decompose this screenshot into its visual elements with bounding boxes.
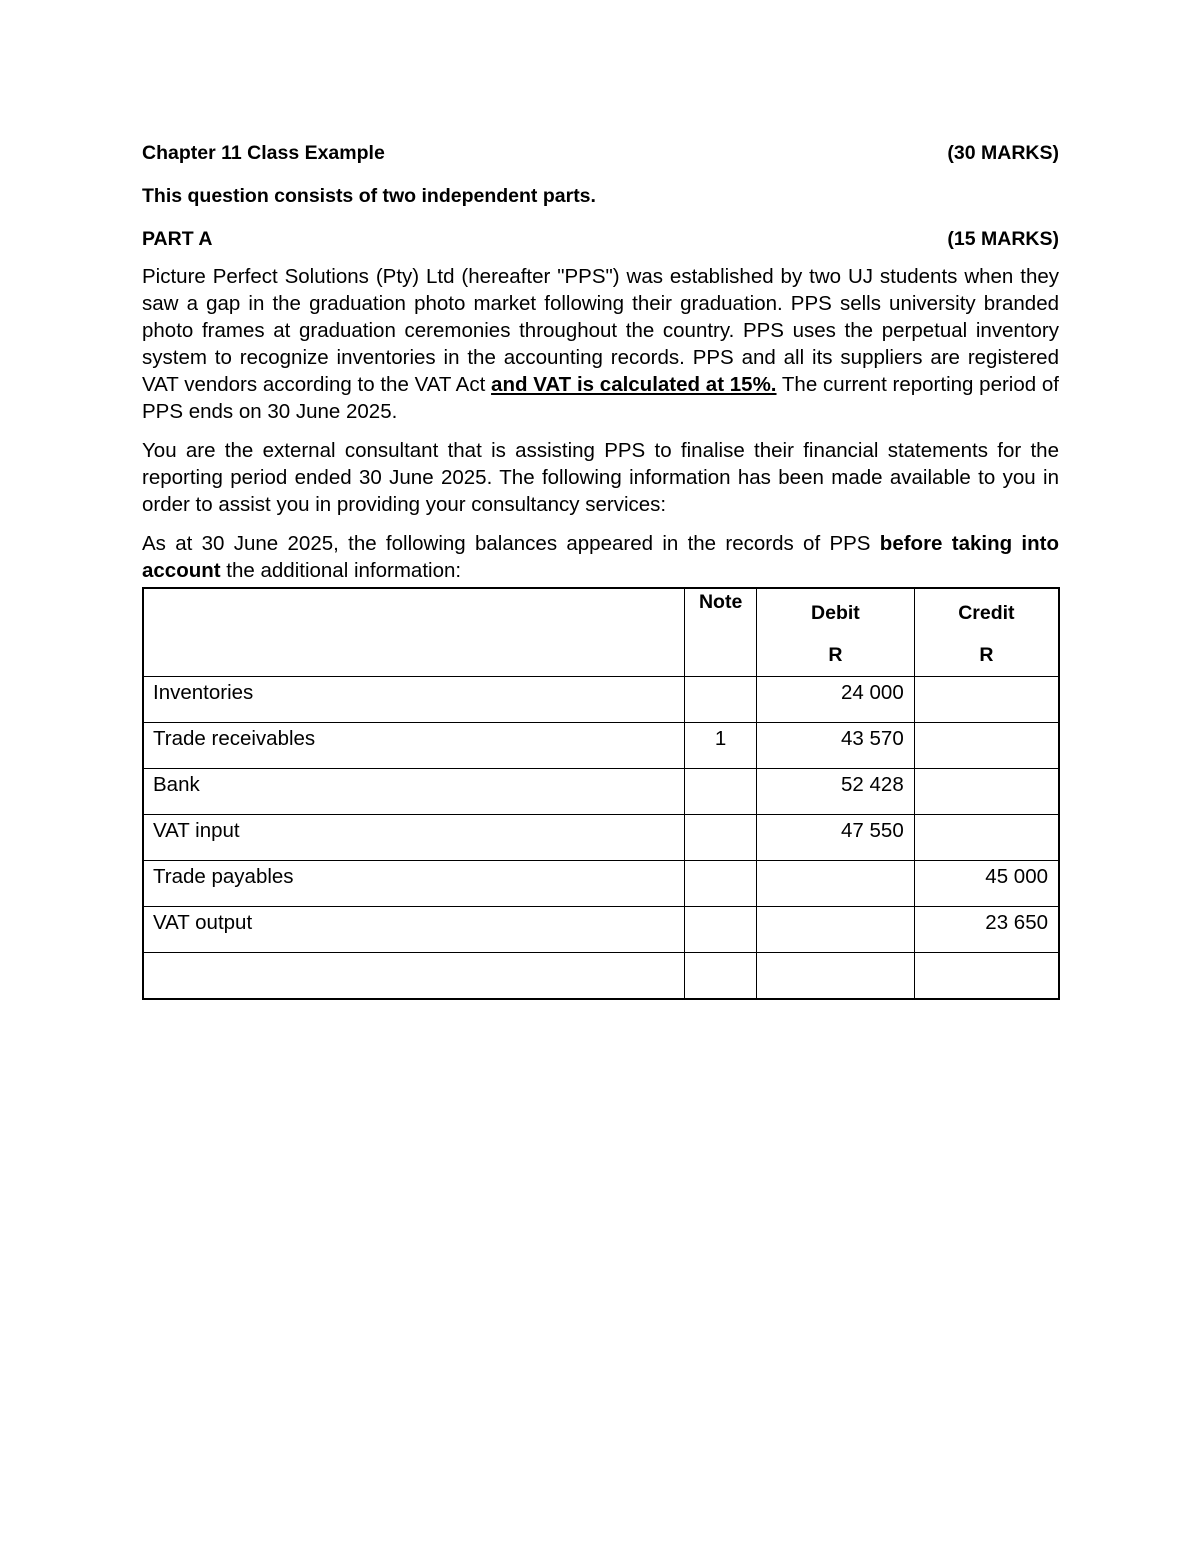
cell-account: VAT output [143,907,685,953]
cell-note [685,861,757,907]
header-credit-label: Credit [958,602,1015,624]
cell-debit [757,907,915,953]
cell-note: 1 [685,723,757,769]
paragraph1-text: Picture Perfect Solutions (Pty) Ltd (hereafter "PPS") was established by two UJ students when they saw a gap in the graduation photo market following their graduation. PPS sells university branded photo frames at graduation ceremonies throughout the country. PPS uses the perpetual inventory system to recognize inventories in the accounting records. PPS and all its suppliers are registered VAT vendors according to the VAT Act [142,265,1059,396]
balances-table [142,587,1060,1000]
header-debit-unit: R [828,644,843,666]
paragraph3-text-end: the additional information: [220,559,462,582]
cell-debit [757,953,915,1000]
table-row [143,953,1059,1000]
cell-credit: 45 000 [914,861,1059,907]
cell-account [143,953,685,1000]
cell-account: Bank [143,769,685,815]
cell-credit [914,723,1059,769]
table-row [143,677,1059,723]
header-debit-label: Debit [811,602,860,624]
part-a-marks: (15 MARKS) [947,228,1059,250]
chapter-title: Chapter 11 Class Example [142,142,385,164]
chapter-heading [142,140,1059,167]
part-a-heading [142,226,1059,253]
cell-note [685,953,757,1000]
paragraph3-text: As at 30 June 2025, the following balances appeared in the records of PPS [142,532,880,555]
cell-account: Trade receivables [143,723,685,769]
table-header-row [143,588,1059,677]
cell-note [685,815,757,861]
cell-credit: 23 650 [914,907,1059,953]
header-debit [757,588,915,677]
paragraph-balances-intro [142,530,1059,584]
table-row [143,723,1059,769]
paragraph-company-background [142,263,1059,425]
cell-debit: 43 570 [757,723,915,769]
cell-note [685,769,757,815]
cell-note [685,907,757,953]
cell-credit [914,677,1059,723]
cell-credit [914,953,1059,1000]
table-row [143,907,1059,953]
document-page [142,140,1059,1000]
cell-debit: 47 550 [757,815,915,861]
cell-debit: 24 000 [757,677,915,723]
header-note: Note [685,588,757,677]
cell-credit [914,815,1059,861]
table-row [143,769,1059,815]
header-account [143,588,685,677]
cell-account: Inventories [143,677,685,723]
cell-account: VAT input [143,815,685,861]
paragraph-consultant: You are the external consultant that is assisting PPS to finalise their financial statements for the reporting period ended 30 June 2025. The following information has been made available to you in order to assist you in providing your consultancy services: [142,439,1059,516]
vat-rate-emphasis: and VAT is calculated at 15%. [491,373,777,396]
part-a-title: PART A [142,228,213,250]
cell-note [685,677,757,723]
cell-credit [914,769,1059,815]
intro-line: This question consists of two independent parts. [142,185,596,207]
header-credit [914,588,1059,677]
paragraph3-bold: before taking into account [142,532,1060,582]
table-row [143,815,1059,861]
header-credit-unit: R [979,644,994,666]
cell-debit: 52 428 [757,769,915,815]
total-marks: (30 MARKS) [947,142,1059,164]
cell-debit [757,861,915,907]
cell-account: Trade payables [143,861,685,907]
paragraph1-text-end: The current reporting period of PPS ends on 30 June 2025. [142,373,1059,423]
table-row [143,861,1059,907]
